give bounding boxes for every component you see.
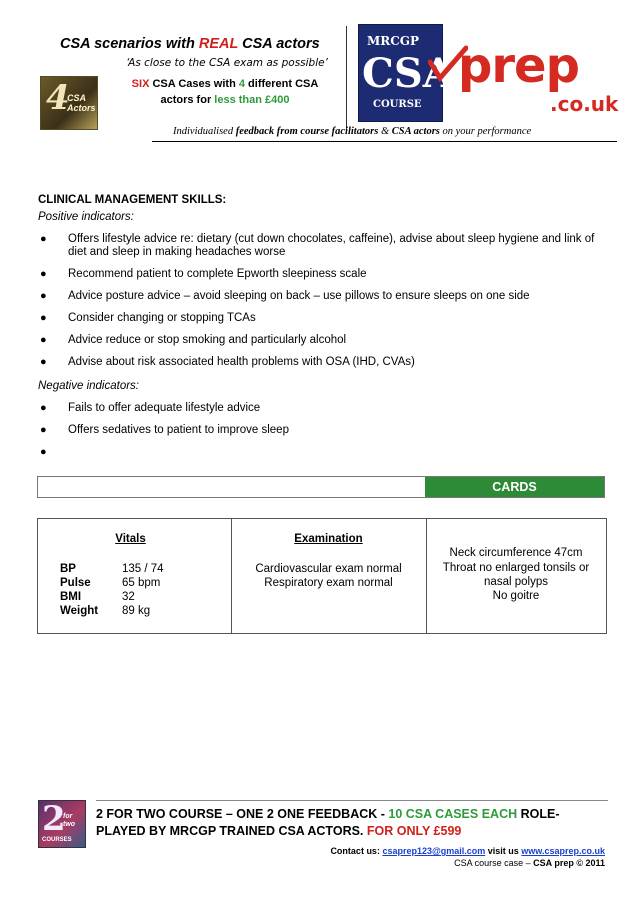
footer-contact: Contact us: csaprep123@gmail.com visit us www.csaprep.co.uk bbox=[330, 846, 605, 856]
footer-copyright: CSA course case – CSA prep © 2011 bbox=[454, 858, 605, 868]
finding-line: Throat no enlarged tonsils or bbox=[442, 562, 590, 574]
finding-line: Neck circumference 47cm bbox=[449, 547, 583, 559]
email-link[interactable]: csaprep123@gmail.com bbox=[382, 846, 486, 856]
list-item: ● Consider changing or stopping TCAs bbox=[40, 312, 256, 324]
section-title: CLINICAL MANAGEMENT SKILLS: bbox=[38, 194, 227, 206]
exam-finding: Respiratory exam normal bbox=[264, 577, 393, 589]
positive-indicators-list bbox=[38, 233, 608, 378]
vitals-heading: Vitals bbox=[115, 533, 146, 545]
cards-bar bbox=[37, 476, 605, 498]
bullet-icon: ● bbox=[40, 446, 47, 458]
exam-finding: Cardiovascular exam normal bbox=[255, 563, 402, 575]
footer-rule bbox=[96, 800, 608, 801]
list-item: ● Advice reduce or stop smoking and particularly alcohol bbox=[40, 334, 347, 346]
badge-text: CSA Actors bbox=[67, 93, 96, 113]
title-real: REAL bbox=[198, 36, 239, 52]
logo-prep: prep bbox=[458, 38, 579, 94]
tagline: Individualised feedback from course facilitators & CSA actors on your performance bbox=[173, 126, 532, 137]
list-item: ● Fails to offer adequate lifestyle advice bbox=[40, 402, 261, 414]
logo-couk: .co.uk bbox=[550, 92, 619, 116]
bullet-icon: ● bbox=[40, 312, 47, 324]
footer-promo: 2 FOR TWO COURSE – ONE 2 ONE FEEDBACK - 10 CSA CASES EACH ROLE-PLAYED BY MRCGP TRAINED CSA ACTORS. FOR ONLY £599 bbox=[96, 807, 560, 838]
case-card-table bbox=[37, 518, 607, 634]
vitals-column: Vitals BP 135 / 74 Pulse 65 bpm BMI 32 Weight 89 kg bbox=[38, 519, 232, 633]
list-item: ● Offers lifestyle advice re: dietary (cut down chocolates, caffeine), advise about sleep hygiene and link of diet and sleep in making headaches worse bbox=[40, 233, 595, 258]
finding-line: No goitre bbox=[492, 590, 540, 602]
website-link[interactable]: www.csaprep.co.uk bbox=[521, 846, 605, 856]
header-subtitle: ‘As close to the CSA exam as possible’ bbox=[126, 57, 328, 69]
negative-indicators-list bbox=[38, 402, 608, 458]
header-title: CSA scenarios with REAL CSA actors bbox=[60, 36, 320, 52]
examination-column bbox=[231, 519, 427, 633]
finding-line: nasal polyps bbox=[484, 576, 548, 588]
offer-text: SIX CSA Cases with 4 different CSA actors for less than £400 bbox=[131, 78, 319, 106]
list-item: ● Recommend patient to complete Epworth sleepiness scale bbox=[40, 268, 367, 280]
csaprep-logo[interactable] bbox=[358, 24, 619, 124]
bullet-icon: ● bbox=[40, 268, 47, 280]
logo-box: MRCGP CSA COURSE bbox=[358, 24, 443, 122]
bullet-icon: ● bbox=[40, 233, 47, 245]
bullet-icon: ● bbox=[40, 424, 47, 436]
tagline-rule bbox=[152, 141, 617, 142]
examination-heading: Examination bbox=[294, 533, 363, 545]
bullet-icon: ● bbox=[40, 402, 47, 414]
list-item: ● Advise about risk associated health problems with OSA (IHD, CVAs) bbox=[40, 356, 415, 368]
two-for-two-courses-badge: 2 for two COURSES bbox=[38, 800, 86, 848]
bullet-icon: ● bbox=[40, 290, 47, 302]
list-item: ● Offers sedatives to patient to improve sleep bbox=[40, 424, 289, 436]
positive-indicators-label: Positive indicators: bbox=[38, 211, 134, 223]
four-csa-actors-badge bbox=[40, 76, 98, 130]
cards-header: CARDS bbox=[423, 477, 604, 497]
findings-column bbox=[426, 519, 606, 633]
badge-number: 4 bbox=[46, 78, 70, 118]
negative-indicators-label: Negative indicators: bbox=[38, 380, 139, 392]
bullet-icon: ● bbox=[40, 356, 47, 368]
header-divider bbox=[346, 26, 347, 130]
bullet-icon: ● bbox=[40, 334, 47, 346]
list-item: ● Advice posture advice – avoid sleeping on back – use pillows to ensure sleeps on one side bbox=[40, 290, 530, 302]
